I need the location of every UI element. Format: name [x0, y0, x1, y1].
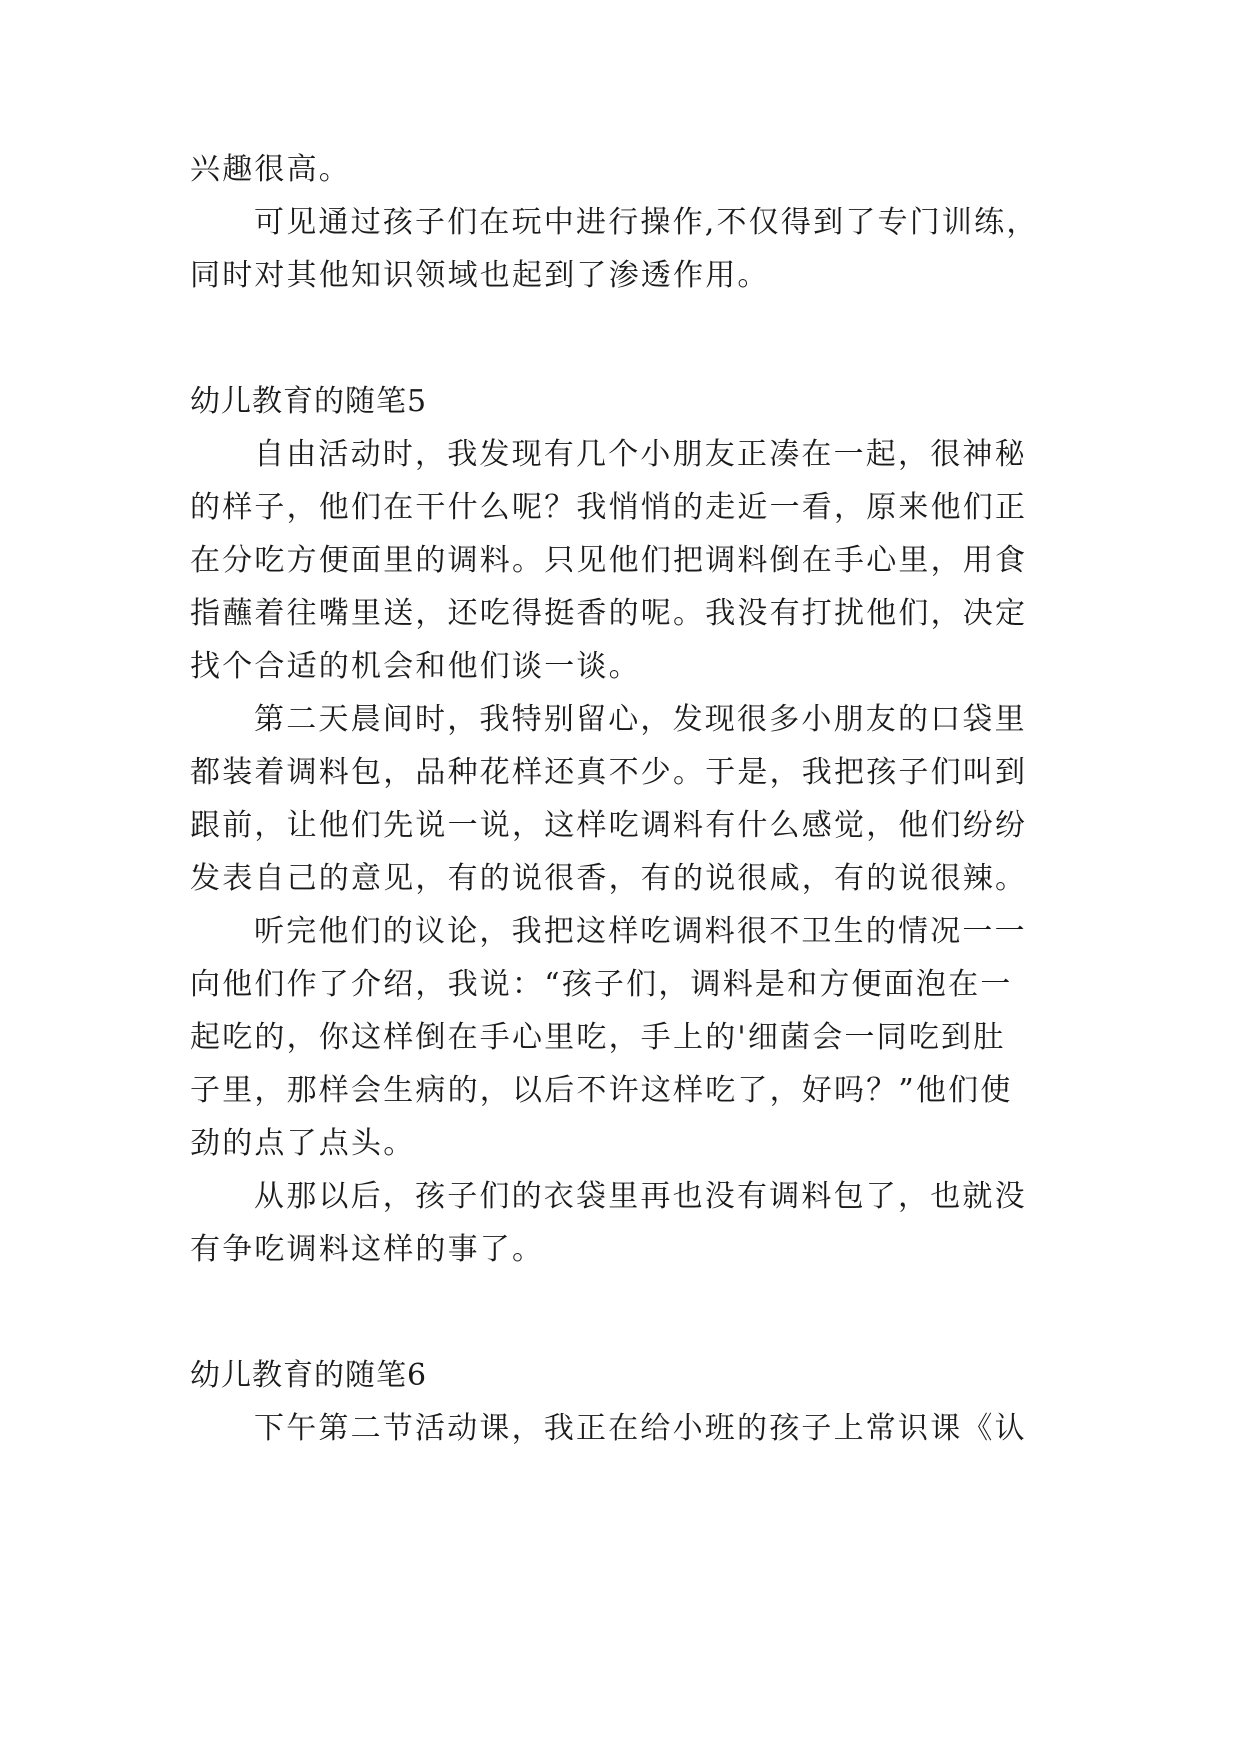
section-heading: 幼儿教育的随笔5 [190, 384, 428, 419]
paragraph-line: 的样子，他们在干什么呢？我悄悄的走近一看，原来他们正 [190, 490, 1028, 525]
paragraph-line: 兴趣很高。 [190, 152, 351, 187]
paragraph-line: 下午第二节活动课，我正在给小班的孩子上常识课《认 [254, 1411, 1027, 1446]
paragraph-line: 在分吃方便面里的调料。只见他们把调料倒在手心里，用食 [190, 543, 1028, 578]
paragraph-line: 听完他们的议论，我把这样吃调料很不卫生的情况一一 [254, 914, 1027, 949]
paragraph-line: 劲的点了点头。 [190, 1126, 416, 1161]
paragraph-line: 都装着调料包，品种花样还真不少。于是，我把孩子们叫到 [190, 755, 1028, 790]
paragraph-line: 跟前，让他们先说一说，这样吃调料有什么感觉，他们纷纷 [190, 808, 1028, 843]
paragraph-line: 可见通过孩子们在玩中进行操作,不仅得到了专门训练， [254, 205, 1039, 240]
paragraph-line: 子里，那样会生病的，以后不许这样吃了，好吗？”他们使 [190, 1073, 1013, 1108]
paragraph-line: 指蘸着往嘴里送，还吃得挺香的呢。我没有打扰他们，决定 [190, 596, 1028, 631]
paragraph-line: 找个合适的机会和他们谈一谈。 [190, 649, 641, 684]
paragraph-line: 第二天晨间时，我特别留心，发现很多小朋友的口袋里 [254, 702, 1027, 737]
paragraph-line: 发表自己的意见，有的说很香，有的说很咸，有的说很辣。 [190, 861, 1028, 896]
paragraph-line: 自由活动时，我发现有几个小朋友正凑在一起，很神秘 [254, 437, 1027, 472]
section-heading: 幼儿教育的随笔6 [190, 1358, 428, 1393]
paragraph-line: 向他们作了介绍，我说：“孩子们，调料是和方便面泡在一 [190, 967, 1013, 1002]
paragraph-line: 起吃的，你这样倒在手心里吃，手上的'细菌会一同吃到肚 [190, 1020, 1006, 1055]
paragraph-line: 同时对其他知识领域也起到了渗透作用。 [190, 258, 770, 293]
paragraph-line: 有争吃调料这样的事了。 [190, 1232, 545, 1267]
paragraph-line: 从那以后，孩子们的衣袋里再也没有调料包了，也就没 [254, 1179, 1027, 1214]
